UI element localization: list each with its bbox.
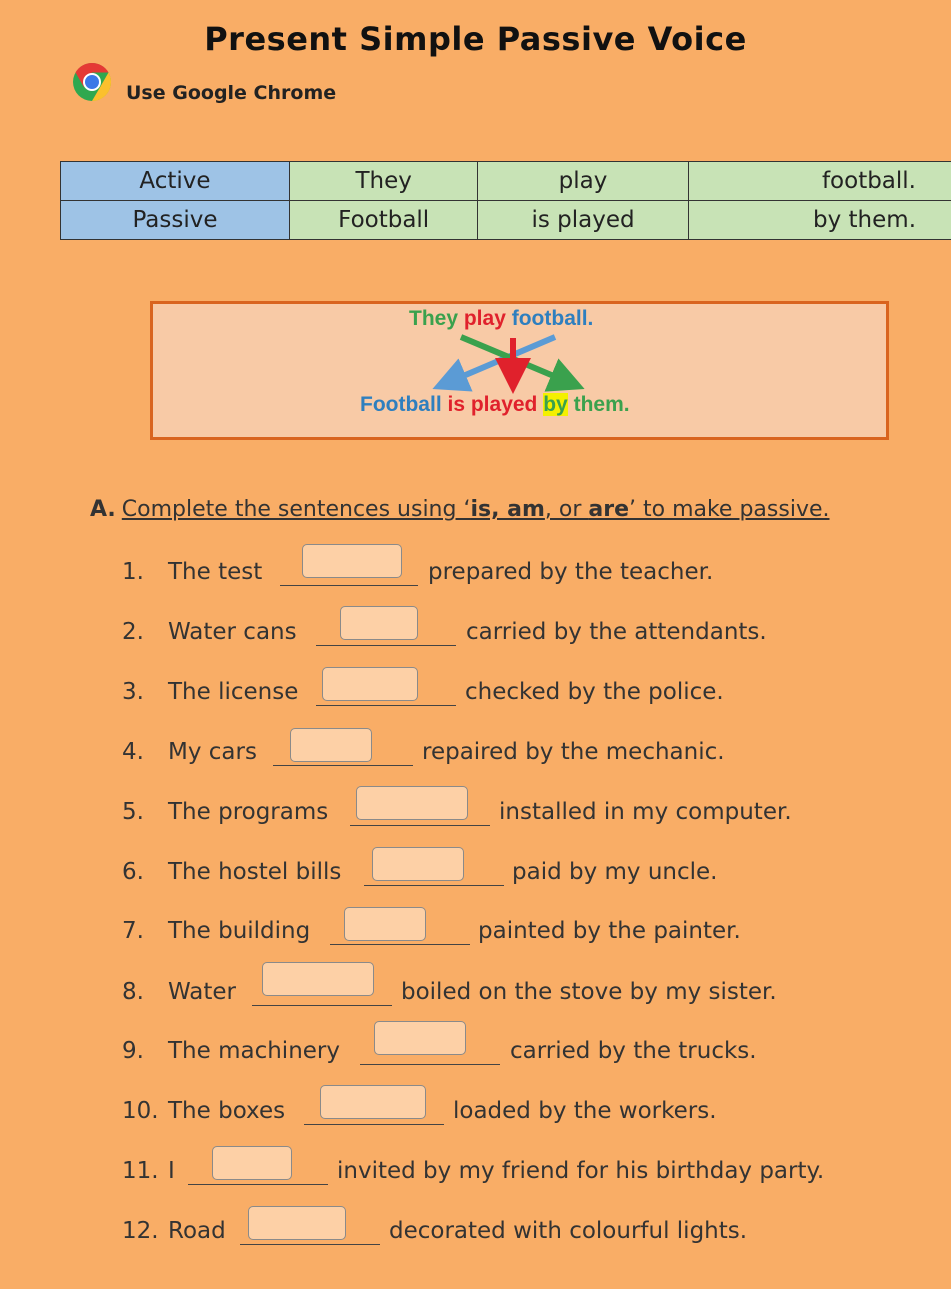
active-verb: play: [463, 307, 506, 330]
sentence-start: The test: [168, 559, 263, 585]
passive-sentence: [360, 393, 630, 417]
question-item: [122, 739, 257, 765]
table-row-active: [61, 162, 951, 201]
question-item: [122, 1098, 285, 1124]
sentence-end: invited by my friend for his birthday party.: [337, 1158, 825, 1184]
chrome-logo-icon: [72, 62, 112, 102]
question-item: [122, 1158, 175, 1184]
question-item: [122, 1218, 226, 1244]
arrow-object-to-subject: [449, 337, 555, 382]
sentence-start: Water cans: [168, 619, 297, 645]
sentence-start: I: [168, 1158, 175, 1184]
question-number: 10.: [122, 1098, 159, 1124]
question-number: 1.: [122, 559, 144, 585]
question-number: 9.: [122, 1038, 144, 1064]
table-cell: Football: [290, 201, 478, 240]
answer-input-box[interactable]: [290, 728, 372, 762]
passive-agent: them.: [573, 393, 630, 416]
page-title: Present Simple Passive Voice: [204, 20, 747, 58]
active-sentence: [409, 307, 593, 331]
active-passive-table: [60, 161, 951, 240]
table-cell: is played: [478, 201, 688, 240]
sentence-end: loaded by the workers.: [453, 1098, 717, 1124]
sentence-end: boiled on the stove by my sister.: [401, 979, 777, 1005]
question-item: [122, 979, 236, 1005]
sentence-start: Road: [168, 1218, 226, 1244]
question-item: [122, 1038, 340, 1064]
sentence-end: carried by the attendants.: [466, 619, 767, 645]
table-cell: football.: [688, 162, 951, 201]
question-number: 12.: [122, 1218, 159, 1244]
transformation-diagram: [150, 301, 889, 440]
sentence-end: painted by the painter.: [478, 918, 741, 944]
answer-input-box[interactable]: [340, 606, 418, 640]
sentence-start: My cars: [168, 739, 257, 765]
answer-input-box[interactable]: [372, 847, 464, 881]
table-cell: They: [290, 162, 478, 201]
table-cell: play: [478, 162, 688, 201]
answer-input-box[interactable]: [322, 667, 418, 701]
answer-input-box[interactable]: [320, 1085, 426, 1119]
browser-note: Use Google Chrome: [126, 82, 337, 104]
sentence-end: checked by the police.: [465, 679, 724, 705]
sentence-start: The building: [168, 918, 311, 944]
passive-subject: Football: [360, 393, 442, 416]
row-label: Passive: [61, 201, 290, 240]
question-item: [122, 559, 262, 585]
active-object: football.: [511, 307, 594, 330]
question-number: 2.: [122, 619, 144, 645]
question-number: 11.: [122, 1158, 159, 1184]
sentence-end: paid by my uncle.: [512, 859, 718, 885]
question-item: [122, 679, 298, 705]
active-subject: They: [409, 307, 459, 330]
question-number: 8.: [122, 979, 144, 1005]
section-letter: A.: [90, 497, 116, 522]
question-item: [122, 918, 310, 944]
passive-verb: is played: [447, 393, 538, 416]
sentence-end: installed in my computer.: [499, 799, 792, 825]
sentence-end: prepared by the teacher.: [428, 559, 714, 585]
answer-input-box[interactable]: [356, 786, 468, 820]
answer-input-box[interactable]: [262, 962, 374, 996]
question-item: [122, 859, 341, 885]
sentence-start: The hostel bills: [168, 859, 342, 885]
sentence-end: carried by the trucks.: [510, 1038, 757, 1064]
sentence-start: The boxes: [168, 1098, 286, 1124]
row-label: Active: [61, 162, 290, 201]
question-number: 4.: [122, 739, 144, 765]
question-item: [122, 619, 297, 645]
passive-by: by: [543, 393, 568, 416]
question-item: [122, 799, 328, 825]
sentence-start: The machinery: [168, 1038, 340, 1064]
answer-input-box[interactable]: [302, 544, 402, 578]
question-number: 5.: [122, 799, 144, 825]
question-number: 6.: [122, 859, 144, 885]
sentence-start: The license: [168, 679, 299, 705]
table-row-passive: [61, 201, 951, 240]
sentence-start: The programs: [168, 799, 329, 825]
section-instruction: [90, 497, 830, 522]
answer-input-box[interactable]: [212, 1146, 292, 1180]
table-cell: by them.: [688, 201, 951, 240]
instruction-text: Complete the sentences using ‘is, am, or are’ to make passive.: [121, 497, 830, 522]
answer-input-box[interactable]: [344, 907, 426, 941]
answer-input-box[interactable]: [248, 1206, 346, 1240]
sentence-end: repaired by the mechanic.: [422, 739, 725, 765]
sentence-end: decorated with colourful lights.: [389, 1218, 748, 1244]
answer-input-box[interactable]: [374, 1021, 466, 1055]
question-number: 7.: [122, 918, 144, 944]
question-number: 3.: [122, 679, 144, 705]
sentence-start: Water: [168, 979, 236, 1005]
